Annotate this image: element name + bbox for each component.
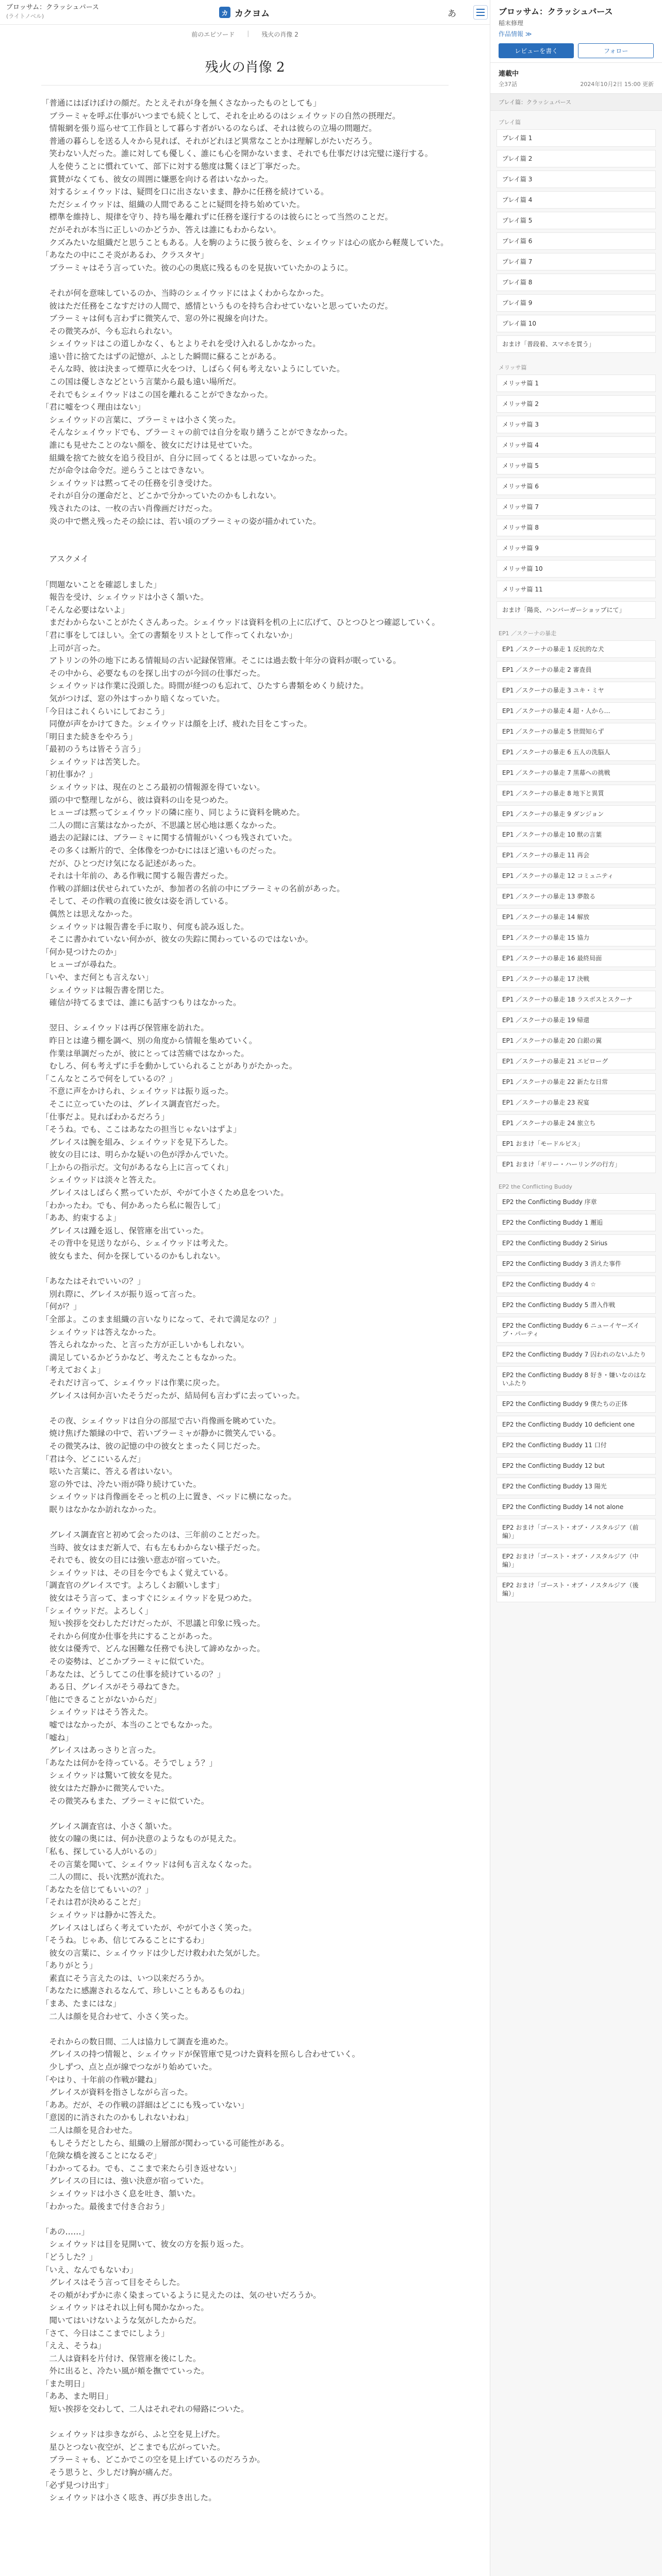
toc-episode-link[interactable]: プレイ篇 3 [496,171,656,188]
prev-episode-link[interactable]: 前のエピソード [191,31,235,38]
toc-section-title: EP1 ／スクーナの暴走 [499,630,557,637]
paragraph: 短い挨拶を交わしただけだったが、不思議と印象に残った。 [41,1619,266,1629]
toc-episode-link[interactable]: EP1 ／スクーナの暴走 4 超・人から… [496,702,656,720]
paragraph: 二人は資料を片付け、保管庫を後にした。 [41,2353,201,2363]
toc-section-title: メリッサ篇 [499,364,527,371]
paragraph [41,540,449,553]
paragraph: その中から、必要なものを探し出すのが今回の仕事だった。 [41,668,266,678]
paragraph: グレイスはそう言って目をそらした。 [41,2278,185,2287]
toc-episode-link[interactable]: メリッサ篇 9 [496,539,656,557]
paragraph [41,274,449,287]
paragraph: そして、その作戦の直後に彼女は姿を消している。 [41,896,233,906]
hamburger-icon-line [476,12,485,13]
paragraph: 「初仕事か？」 [41,770,97,779]
paragraph: ある日、グレイスがそう尋ねてきた。 [41,1682,185,1692]
paragraph: 気がつけば、窓の外はすっかり暗くなっていた。 [41,693,225,703]
paragraph: 「私も、探している人がいるの」 [41,1846,161,1856]
paragraph: 「さて、今日はここまでにしよう」 [41,2328,169,2338]
paragraph: 星ひとつない夜空が、どこまでも広がっていた。 [41,2442,225,2452]
paragraph: 過去の記録には、ブラーミャに関する情報がいくつも残されていた。 [41,833,297,843]
paragraph: 「いや、まだ何とも言えない」 [41,972,153,982]
paragraph: シェイウッドは作業に没頭した。時間が経つのも忘れて、ひたすら書類をめくり続けた。 [41,681,369,691]
paragraph: その言葉を聞いて、シェイウッドは何も言えなくなった。 [41,1859,257,1869]
paragraph: 「ありがとう」 [41,1961,97,1971]
paragraph: 素直にそう言えたのは、いつ以来だろうか。 [41,1973,209,1983]
toc-episode-link[interactable]: EP2 おまけ「ゴースト・オブ・ノスタルジア（前編）」 [496,1519,656,1545]
paragraph: ブラーミャはそう言っていた。彼の心の奥底に残るものを見抜いていたかのように。 [41,263,353,273]
toc-episode-link[interactable]: おまけ「陽炎、ハンバーガーショップにて」 [496,601,656,619]
status-badge: 連載中 [499,70,519,78]
paragraph: 「やはり、十年前の作戦が鍵ね」 [41,2075,161,2084]
paragraph: その微笑みもまた、ブラーミャに似ていた。 [41,1796,209,1806]
paragraph: 「他にできることがないからだ」 [41,1694,161,1704]
font-settings-button[interactable]: あ [448,9,456,19]
toc-episode-link[interactable]: EP1 ／スクーナの暴走 15 協力 [496,929,656,946]
chapter-label: プレイ篇：クラッシュパース [490,94,662,111]
paragraph: 昨日とは違う棚を調べ、別の角度から情報を集めていく。 [41,1036,257,1045]
paragraph [41,2213,449,2226]
paragraph: グレイス調査官は、小さく頷いた。 [41,1821,177,1831]
paragraph: 普通の暮らしを送る人々から見れば、それがどれほど異常なことかは理解しがたいだろう。 [41,136,377,146]
paragraph: 「あなたを信じてもいいの？」 [41,1885,154,1894]
paragraph [41,1263,449,1276]
toc-episode-link[interactable]: EP1 ／スクーナの暴走 1 反抗的な犬 [496,640,656,658]
paragraph: シェイウッドは淡々と答えた。 [41,1175,161,1185]
paragraph: シェイウッドは目を見開いて、彼女の方を振り返った。 [41,2240,249,2249]
paragraph: それでもシェイウッドはこの国を離れることができなかった。 [41,389,273,399]
toc-episode-link[interactable]: EP2 the Conflicting Buddy 6 ニューイヤーズイブ・パーティ [496,1317,656,1343]
paragraph: シェイウッドは苦笑した。 [41,757,145,767]
paragraph: 「最初のうちは皆そう言う」 [41,744,145,754]
paragraph: 「仕事だよ。見ればわかるだろう」 [41,1112,170,1122]
toc-episode-link[interactable]: EP1 ／スクーナの暴走 2 審査員 [496,661,656,679]
paragraph: それが何を意味しているのか、当時のシェイウッドにはよくわからなかった。 [41,288,329,298]
toc-episode-link[interactable]: メリッサ篇 6 [496,478,656,495]
paragraph: グレイスが資料を指さしながら言った。 [41,2088,193,2097]
toc-episode-link[interactable]: EP2 the Conflicting Buddy 10 deficient one [496,1416,656,1433]
paragraph: 「いえ、なんでもないわ」 [41,2265,138,2275]
paragraph: ヒューゴは黙ってシェイウッドの隣に座り、同じように資料を眺めた。 [41,808,305,818]
paragraph [41,2023,449,2036]
episode-sidebar [490,0,662,2576]
toc-episode-link[interactable]: EP1 ／スクーナの暴走 19 帰還 [496,1011,656,1029]
paragraph: グレイスは踵を返し、保管庫を出ていった。 [41,1226,209,1235]
toc-episode-link[interactable]: EP2 the Conflicting Buddy 2 Sirius [496,1234,656,1252]
site-name: カクヨム [235,8,270,19]
toc-episode-link[interactable]: EP1 おまけ「ギリー・ハーリングの行方」 [496,1156,656,1173]
paragraph: ブラーミャも、どこかでこの空を見上げているのだろうか。 [41,2455,265,2465]
paragraph: 「意図的に消されたのかもしれないわね」 [41,2113,193,2123]
episode-title: 残火の肖像 2 [205,60,285,75]
paragraph: 標準を維持し、規律を守り、持ち場を離れずに任務を遂行するのは彼らにとって当然のことだ。 [41,212,393,222]
paragraph: 彼女はそう言って、まっすぐにシェイウッドを見つめた。 [41,1594,257,1603]
sidebar-header [490,0,662,63]
paragraph: グレイスはしばらく考えていたが、やがて小さく笑った。 [41,1923,257,1933]
paragraph: 笑わない人だった。誰に対しても優しく、誰にも心を開かないまま、それでも仕事だけは完璧に遂行する。 [41,149,433,159]
episode-text [41,97,449,2504]
paragraph: ブラーミャを呼ぶ仕事がいつまでも続くとして、それを止めるのはシェイウッドの自然の摂理だ。 [41,111,401,121]
paragraph: グレイス調査官と初めて会ったのは、三年前のことだった。 [41,1530,265,1540]
paragraph: 「問題ないことを確認しました」 [41,580,161,589]
paragraph: 彼女の目には、明らかな疑いの色が浮かんでいた。 [41,1150,234,1160]
paragraph: 偶然とは思えなかった。 [41,909,138,919]
toc-episode-link[interactable]: プレイ篇 8 [496,274,656,291]
paragraph: 眠りはなかなか訪れなかった。 [41,1504,161,1514]
paragraph: 別れ際に、グレイスが振り返って言った。 [41,1289,201,1299]
paragraph: 二人は顔を見合わせて、小さく笑った。 [41,2011,193,2021]
work-info-link[interactable]: 作品情報 ≫ [499,30,532,38]
paragraph: 「あなたの中にこそ炎があるわ、クラスタヤ」 [41,250,209,260]
paragraph: シェイウッドは肖像画をそっと机の上に置き、ベッドに横になった。 [41,1492,296,1502]
paragraph: 作業は単調だったが、彼にとっては苦痛ではなかった。 [41,1048,249,1058]
toc-episode-link[interactable]: EP2 the Conflicting Buddy 11 口付 [496,1436,656,1454]
paragraph: そんな時、彼は決まって煙草に火をつけ、しばらく何も考えないようにしていた。 [41,364,345,374]
paragraph: 情報網を張り巡らせて工作員として暮らす者がいるのならば、それは彼らの立場の問題だ。 [41,124,377,133]
episode-nav [0,30,490,42]
paragraph: 遠い昔に捨てたはずの記憶が、ふとした瞬間に蘇ることがある。 [41,351,282,361]
paragraph: シェイウッドは小さく呟き、再び歩き出した。 [41,2493,217,2503]
paragraph: アトリンの外の地下にある情報局の古い記録保管庫。そこには過去数十年分の資料が眠っている。 [41,656,401,666]
paragraph: 同僚が声をかけてきた。シェイウッドは顔を上げ、疲れた目をこすった。 [41,719,312,729]
series-subtitle: (ライトノベル) [6,13,44,20]
paragraph: シェイウッドはそれ以上何も聞かなかった。 [41,2303,209,2313]
paragraph: 「わかってるわ。でも、ここまで来たら引き返せない」 [41,2163,241,2173]
toc-episode-link[interactable]: EP2 the Conflicting Buddy 1 邂逅 [496,1214,656,1231]
toc-episode-link[interactable]: EP1 ／スクーナの暴走 5 世間知らず [496,723,656,740]
toc-episode-link[interactable]: EP1 ／スクーナの暴走 22 新たな日常 [496,1073,656,1091]
paragraph: 賞賛がなくても、彼女の周囲に嫌悪を向ける者はいなかった。 [41,174,273,184]
toc-episode-link[interactable]: EP1 ／スクーナの暴走 6 五人の洗脳人 [496,743,656,761]
paragraph: 「また明日」 [41,2379,90,2388]
paragraph: まだわからないことがたくさんあった。シェイウッドは資料を机の上に広げて、ひとつひとつ確認していく。 [41,618,440,628]
toc-episode-link[interactable]: EP1 ／スクーナの暴走 10 獣の言葉 [496,826,656,843]
paragraph: それだけ言って、シェイウッドは作業に戻った。 [41,1378,225,1387]
paragraph: 「ああ、約束するよ」 [41,1213,121,1223]
paragraph: この国は優しさなどという言葉から最も遠い場所だ。 [41,377,241,387]
paragraph: 「あなたはそれでいいの？」 [41,1277,145,1286]
toc-episode-link[interactable]: EP1 ／スクーナの暴走 21 エピローグ [496,1053,656,1070]
paragraph: それが自分の運命だと、どこかで分かっていたのかもしれない。 [41,491,282,501]
updated-date: 2024年10月2日 15:00 更新 [580,81,654,88]
episode-count: 全37話 [499,81,517,88]
paragraph: 彼女もまた、何かを探しているのかもしれない。 [41,1251,225,1261]
paragraph: 「嘘ね」 [41,1733,74,1742]
paragraph [41,566,449,579]
toc-episode-link[interactable]: EP1 ／スクーナの暴走 23 祝宴 [496,1094,656,1111]
paragraph: 「あなたは何かを待っている。そうでしょう？」 [41,1758,218,1768]
paragraph: それからの数日間、二人は協力して調査を進めた。 [41,2037,234,2046]
paragraph: そんなシェイウッドでも、ブラーミャの前では自分を取り繕うことができなかった。 [41,428,353,437]
toc-episode-link[interactable]: EP2 the Conflicting Buddy 5 潜入作戦 [496,1296,656,1314]
paragraph: 「必ず見つけ出す」 [41,2480,113,2490]
paragraph: 「普通にはぼけぼけの顔だ。たとえそれが身を無くさなかったものとしても」 [41,98,321,108]
toc-episode-link[interactable]: EP2 the Conflicting Buddy 8 好き・嫌いなのはないふたり [496,1366,656,1392]
paragraph: 誰にも見せたことのない顔を、彼女にだけは見せていた。 [41,440,257,450]
menu-toggle-button[interactable] [473,5,488,20]
hamburger-icon-line [476,15,485,16]
toc-episode-link[interactable]: メリッサ篇 7 [496,498,656,516]
toc-episode-link[interactable]: プレイ篇 10 [496,315,656,332]
toc-episode-link[interactable]: EP2 the Conflicting Buddy 3 消えた事件 [496,1255,656,1273]
paragraph: それから何度か仕事を共にすることがあった。 [41,1631,217,1641]
paragraph: 焼け焦げた額縁の中で、若いブラーミャが静かに微笑んでいる。 [41,1429,281,1438]
paragraph: 彼女の言葉に、シェイウッドは少しだけ救われた気がした。 [41,1948,265,1958]
write-review-button[interactable]: レビューを書く [499,43,574,58]
paragraph: 「全部よ。このまま組織の言いなりになって、それで満足なの？」 [41,1315,281,1324]
paragraph: シェイウッドは黙ってその任務を引き受けた。 [41,478,217,488]
paragraph: 「あなたに感謝されるなんて、珍しいこともあるものね」 [41,1986,249,1996]
meta-row [499,80,654,88]
paragraph: 「危険な橋を渡ることになるぞ」 [41,2151,161,2161]
toc-episode-link[interactable]: プレイ篇 4 [496,191,656,209]
sidebar-series-title[interactable]: ブロッサム：クラッシュパース [499,7,613,16]
paragraph: 「何が？」 [41,1302,81,1312]
paragraph: シェイウッドは小さく息を吐き、頷いた。 [41,2189,201,2198]
toc-episode-link[interactable]: EP2 おまけ「ゴースト・オブ・ノスタルジア（中編）」 [496,1548,656,1573]
paragraph: 「君に事をしてほしい。全ての書類をリストとして作ってくれないか」 [41,630,297,640]
paragraph: そこに立っていたのは、グレイス調査官だった。 [41,1099,225,1109]
paragraph: シェイウッドは静かに答えた。 [41,1910,161,1920]
paragraph: 「そうね。でも、ここはあなたの担当じゃないはずよ」 [41,1125,241,1134]
work-meta [490,63,662,94]
paragraph: 残されたのは、一枚の古い肖像画だけだった。 [41,504,218,513]
toc-episode-link[interactable]: EP1 ／スクーナの暴走 11 再会 [496,846,656,864]
toc-section-title: EP2 the Conflicting Buddy [499,1183,572,1190]
toc-episode-link[interactable]: EP2 the Conflicting Buddy 9 僕たちの正体 [496,1395,656,1413]
paragraph: シェイウッドはそう答えた。 [41,1707,153,1717]
paragraph: むしろ、何も考えずに手を動かしていられることがありがたかった。 [41,1061,297,1071]
paragraph: それは十年前の、ある作戦に関する報告書だった。 [41,871,233,881]
toc-episode-link[interactable]: EP2 the Conflicting Buddy 13 陽光 [496,1478,656,1495]
paragraph: 人を使うことに慣れていて、部下に対する態度は驚くほど丁寧だった。 [41,161,305,171]
toc-episode-link[interactable]: プレイ篇 6 [496,232,656,250]
paragraph: 「こんなところで何をしているの？」 [41,1074,177,1083]
toc-episode-link[interactable]: プレイ篇 1 [496,129,656,147]
paragraph [41,1402,449,1415]
toc-episode-link[interactable]: プレイ篇 9 [496,294,656,312]
table-of-contents [490,111,662,1602]
paragraph: 少しずつ、点と点が線でつながり始めていた。 [41,2062,217,2072]
paragraph: 「今日はこれくらいにしておこう」 [41,706,170,716]
paragraph: シェイウッドの言葉に、ブラーミャは小さく笑った。 [41,415,241,425]
paragraph: シェイウッドは答えなかった。 [41,1327,161,1337]
paragraph: 「ああ、また明日」 [41,2392,113,2401]
paragraph [41,1516,449,1529]
paragraph: 「考えておくよ」 [41,1365,106,1375]
toc-episode-link[interactable]: メリッサ篇 1 [496,375,656,392]
paragraph: グレイスはしばらく黙っていたが、やがて小さくため息をついた。 [41,1188,289,1198]
paragraph: その多くは断片的で、全体像をつかむにはほど遠いものだった。 [41,846,281,856]
paragraph: だが命令は命令だ。逆らうことはできない。 [41,466,209,476]
hamburger-icon [476,9,485,10]
paragraph: 当時、彼女はまだ新人で、右も左もわからない様子だった。 [41,1543,265,1552]
paragraph: 「上からの指示だ。文句があるなら上に言ってくれ」 [41,1162,234,1172]
toc-episode-link[interactable]: EP1 ／スクーナの暴走 7 黒幕への挑戦 [496,764,656,782]
paragraph: 「あなたは、どうしてこの仕事を続けているの？」 [41,1669,225,1679]
paragraph: グレイスの目には、強い決意が宿っていた。 [41,2176,209,2186]
toc-episode-link[interactable]: プレイ篇 7 [496,253,656,270]
paragraph: 頭の中で整理しながら、彼は資料の山を見つめた。 [41,795,234,805]
paragraph: 彼女は優秀で、どんな困難な任務でも決して諦めなかった。 [41,1644,265,1654]
toc-episode-link[interactable]: EP2 the Conflicting Buddy 14 not alone [496,1498,656,1516]
toc-episode-link[interactable]: メリッサ篇 4 [496,436,656,454]
toc-episode-link[interactable]: おまけ「普段着、スマホを買う」 [496,335,656,353]
paragraph: 外に出ると、冷たい風が頬を撫でていった。 [41,2366,209,2376]
paragraph: 二人の間に言葉はなかったが、不思議と居心地は悪くなかった。 [41,820,282,830]
toc-episode-link[interactable]: EP2 the Conflicting Buddy 7 囚われのないふたり [496,1346,656,1363]
paragraph [41,528,449,540]
paragraph: シェイウッドは報告書を閉じた。 [41,985,169,995]
toc-episode-link[interactable]: メリッサ篇 11 [496,581,656,598]
series-title[interactable]: ブロッサム：クラッシュパース [6,4,99,11]
kakuyomu-logo-icon: カ [219,7,230,18]
paragraph: 彼女の瞳の奥には、何か決意のようなものが見えた。 [41,1834,241,1844]
paragraph: 「それは君が決めることだ」 [41,1897,145,1907]
toc-episode-link[interactable]: EP2 おまけ「ゴースト・オブ・ノスタルジア（後編）」 [496,1577,656,1602]
paragraph: 「君に嘘をつく理由はない」 [41,402,145,412]
paragraph: 組織を捨てた彼女を追う役目が、自分に回ってくるとは思っていなかった。 [41,453,321,463]
paragraph: それでも、彼女の目には強い意志が宿っていた。 [41,1555,225,1565]
paragraph: 「あの……」 [41,2227,90,2236]
follow-button[interactable]: フォロー [578,43,654,58]
author-name[interactable]: 稲末修理 [499,20,524,27]
toc-episode-link[interactable]: メリッサ篇 10 [496,560,656,578]
paragraph: グレイスは腕を組み、シェイウッドを見下ろした。 [41,1137,233,1147]
paragraph: 窓の外では、冷たい雨が降り続けていた。 [41,1479,202,1489]
paragraph: そこに書かれていない何かが、彼女の失踪に関わっているのではないか。 [41,935,313,944]
toc-episode-link[interactable]: EP1 ／スクーナの暴走 14 解放 [496,908,656,926]
series-link[interactable] [6,3,151,21]
toc-episode-link[interactable]: EP1 ／スクーナの暴走 24 旅立ち [496,1114,656,1132]
paragraph: その微笑みが、今も忘れられない。 [41,326,177,336]
toc-episode-link[interactable]: EP1 ／スクーナの暴走 13 夢散る [496,888,656,905]
toc-episode-link[interactable]: EP2 the Conflicting Buddy 4 ☆ [496,1276,656,1293]
toc-episode-link[interactable]: メリッサ篇 2 [496,395,656,413]
paragraph: 「ええ、そうね」 [41,2341,106,2351]
paragraph: 翌日、シェイウッドは再び保管庫を訪れた。 [41,1023,209,1033]
paragraph: その背中を見送りながら、シェイウッドは考えた。 [41,1239,233,1248]
paragraph: シェイウッドは歩きながら、ふと空を見上げた。 [41,2430,225,2439]
toc-episode-link[interactable]: プレイ篇 5 [496,212,656,229]
paragraph: 「何か見つけたのか」 [41,947,122,957]
paragraph: 報告を受け、シェイウッドは小さく頷いた。 [41,592,209,602]
paragraph: 不意に声をかけられ、シェイウッドは振り返った。 [41,1087,234,1096]
paragraph: 彼はただ任務をこなすだけの人間で、感情というものを持ち合わせていないと思っていたのだ。 [41,301,393,311]
toc-episode-link[interactable]: プレイ篇 2 [496,150,656,167]
toc-episode-link[interactable]: メリッサ篇 8 [496,519,656,536]
toc-episode-link[interactable]: EP1 ／スクーナの暴走 3 ユキ・ミヤ [496,682,656,699]
paragraph: グレイスはあっさりと言った。 [41,1745,161,1755]
paragraph [41,1807,449,1820]
paragraph: その微笑みは、彼の記憶の中の彼女とまったく同じだった。 [41,1441,266,1451]
title-divider [41,85,449,86]
paragraph: シェイウッドは驚いて彼女を見た。 [41,1771,177,1781]
paragraph: シェイウッドは、現在のところ最初の情報源を得ていない。 [41,783,265,792]
paragraph: 作戦の詳細は伏せられていたが、参加者の名前の中にブラーミャの名前があった。 [41,884,345,893]
toc-episode-link[interactable]: EP1 ／スクーナの暴走 20 白銀の翼 [496,1032,656,1049]
paragraph: ブラーミャは何も言わずに微笑んで、窓の外に視線を向けた。 [41,314,273,324]
paragraph: クズみたいな組織だと思うこともある。人を駒のように扱う彼らを、シェイウッドは心の底から軽蔑していた。 [41,238,449,247]
paragraph: 「そんな必要はないよ」 [41,605,129,615]
toc-episode-link[interactable]: EP1 ／スクーナの暴走 8 地下と異質 [496,785,656,802]
toc-section-title: プレイ篇 [499,119,521,126]
paragraph: 「どうした？」 [41,2252,97,2262]
paragraph: 対するシェイウッドは、疑問を口に出さないまま、静かに任務を続けている。 [41,187,329,197]
paragraph: 短い挨拶を交わして、二人はそれぞれの帰路についた。 [41,2404,249,2414]
toc-episode-link[interactable]: メリッサ篇 5 [496,457,656,474]
paragraph: 「君は今、どこにいるんだ」 [41,1454,145,1464]
toc-episode-link[interactable]: EP1 ／スクーナの暴走 16 最終局面 [496,950,656,967]
site-logo[interactable] [219,6,270,19]
paragraph: その夜、シェイウッドは自分の部屋で古い肖像画を眺めていた。 [41,1416,281,1426]
paragraph: シェイウッドは、その目を今でもよく覚えている。 [41,1568,233,1578]
paragraph: 嘘ではなかったが、本当のことでもなかった。 [41,1720,218,1730]
current-episode-label: 残火の肖像 2 [261,31,299,38]
paragraph: 「わかったわ。でも、何かあったら私に報告して」 [41,1200,225,1210]
paragraph: 「調査官のグレイスです。よろしくお願いします」 [41,1581,224,1590]
toc-episode-link[interactable]: EP1 ／スクーナの暴走 12 コミュニティ [496,867,656,885]
toc-episode-link[interactable]: EP1 ／スクーナの暴走 9 ダンジョン [496,805,656,823]
paragraph: 「明日また続きをやろう」 [41,732,138,741]
paragraph: 確信が持てるまでは、誰にも話すつもりはなかった。 [41,998,241,1008]
paragraph: 「シェイウッドだ。よろしく」 [41,1606,153,1616]
paragraph: 「まあ、たまにはな」 [41,1999,121,2009]
paragraph [41,2416,449,2429]
paragraph: だがそれが本当に正しいのかどうか、答えは誰にもわからない。 [41,225,282,234]
paragraph: グレイスの持つ情報と、シェイウッドが保管庫で見つけた資料を照らし合わせていく。 [41,2049,360,2059]
episode-body [41,49,449,2504]
toc-episode-link[interactable]: メリッサ篇 3 [496,416,656,433]
paragraph: アスクメイ [41,554,89,564]
paragraph: 「ああ。だが、その作戦の詳細はどこにも残っていない」 [41,2100,249,2110]
paragraph: 彼女はただ静かに微笑んでいた。 [41,1783,170,1793]
paragraph: その姿勢は、どこかブラーミャに似ていた。 [41,1657,209,1667]
paragraph: 満足しているかどうかなど、考えたこともなかった。 [41,1352,241,1362]
toc-episode-link[interactable]: EP2 the Conflicting Buddy 序章 [496,1193,656,1211]
paragraph: シェイウッドは報告書を手に取り、何度も読み返した。 [41,922,249,931]
paragraph: シェイウッドはこの道しかなく、もとよりそれを受け入れるしかなかった。 [41,339,321,349]
toc-episode-link[interactable]: EP1 ／スクーナの暴走 17 決戦 [496,970,656,988]
nav-separator: | [247,30,250,37]
paragraph: 二人は顔を見合わせた。 [41,2126,138,2135]
paragraph: 炎の中で燃え残ったその絵には、若い頃のブラーミャの姿が描かれていた。 [41,516,321,526]
paragraph: ただシェイウッドは、組織の人間であることに疑問を持ち始めていた。 [41,199,305,209]
paragraph: そう思うと、少しだけ胸が痛んだ。 [41,2468,177,2478]
sidebar-actions [499,43,654,58]
paragraph: 答えられなかった、と言った方が正しいかもしれない。 [41,1340,250,1350]
paragraph [41,1009,449,1022]
paragraph: その頬がわずかに赤く染まっているように見えたのは、気のせいだろうか。 [41,2290,321,2300]
paragraph: 上司が言った。 [41,643,106,653]
paragraph: 「そうね。じゃあ、信じてみることにするわ」 [41,1936,209,1945]
toc-episode-link[interactable]: EP1 おまけ「モードルピス」 [496,1135,656,1153]
paragraph: 聞いてはいけないような気がしたからだ。 [41,2315,202,2325]
paragraph: 二人の間に、長い沈黙が流れた。 [41,1872,170,1882]
paragraph: 呟いた言葉に、答える者はいない。 [41,1467,177,1477]
paragraph: だが、ひとつだけ気になる記述があった。 [41,858,201,868]
toc-episode-link[interactable]: EP2 the Conflicting Buddy 12 but [496,1457,656,1475]
paragraph: 「わかった。最後まで付き合おう」 [41,2201,170,2211]
paragraph: ヒューゴが尋ねた。 [41,960,122,970]
paragraph: グレイスは何か言いたそうだったが、結局何も言わずに去っていった。 [41,1391,305,1400]
paragraph: もしそうだとしたら、組織の上層部が関わっている可能性がある。 [41,2138,289,2148]
toc-episode-link[interactable]: EP1 ／スクーナの暴走 18 ラスボスとスクーナ [496,991,656,1008]
